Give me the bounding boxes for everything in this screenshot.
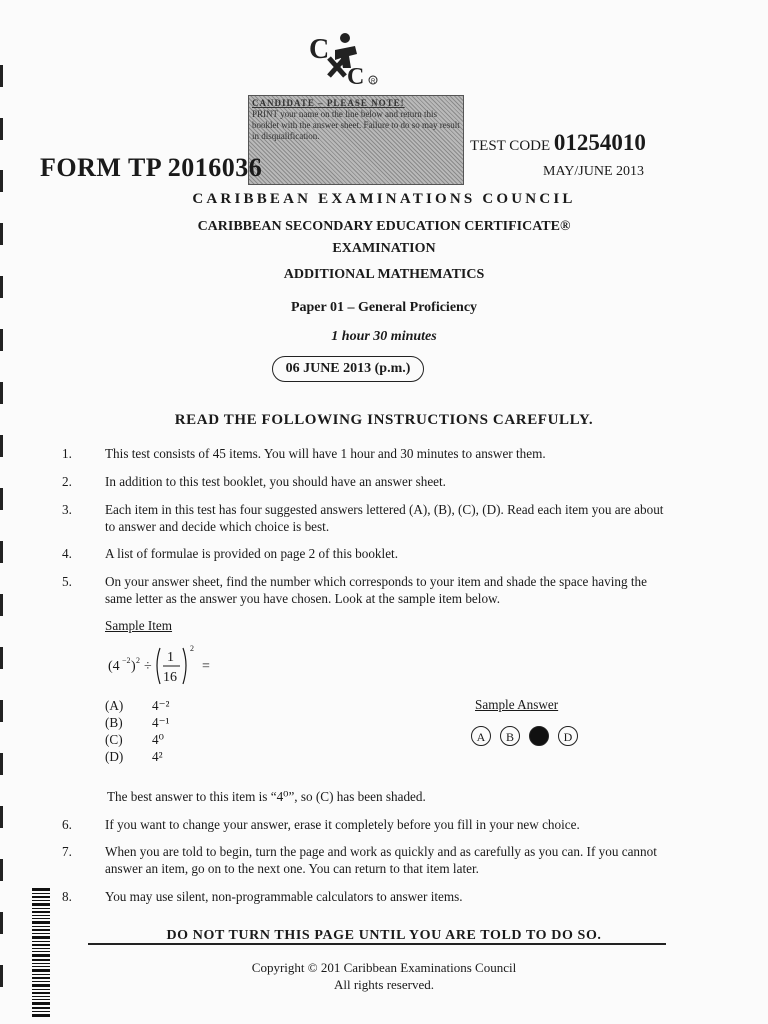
instruction-item: [62, 843, 662, 877]
instruction-text: Each item in this test has four suggested answers lettered (A), (B), (C), (D). Read each item you are about to answer and decide which choice is best.: [105, 502, 664, 534]
instruction-number: 3.: [62, 502, 72, 517]
instruction-number: 5.: [62, 574, 72, 589]
svg-text:2: 2: [190, 644, 194, 653]
instruction-text: A list of formulae is provided on page 2 of this booklet.: [105, 546, 399, 561]
exam-duration: 1 hour 30 minutes: [331, 329, 437, 344]
test-code-label: TEST CODE: [470, 138, 551, 154]
svg-text:(4: (4: [108, 659, 120, 674]
do-not-turn-warning: DO NOT TURN THIS PAGE UNTIL YOU ARE TOLD TO DO SO.: [166, 928, 602, 943]
instruction-number: 8.: [62, 889, 72, 904]
answer-bubble-c-shaded: [529, 726, 549, 746]
examination-title: EXAMINATION: [332, 241, 436, 256]
test-code: [470, 130, 646, 156]
instruction-number: 4.: [62, 546, 72, 561]
candidate-stamp: [248, 95, 464, 185]
instruction-text: This test consists of 45 items. You will have 1 hour and 30 minutes to answer them.: [105, 446, 546, 461]
instruction-text: On your answer sheet, find the number which corresponds to your item and shade the space having the same letter as the answer you have chosen. Look at the sample item below.: [105, 574, 648, 606]
instruction-item: [62, 473, 662, 490]
option-label: (B): [105, 715, 123, 730]
instruction-number: 2.: [62, 474, 72, 489]
sample-answer-label: Sample Answer: [475, 697, 559, 712]
svg-text:−2: −2: [122, 656, 131, 665]
option-value: 4²: [152, 749, 163, 764]
option-label: (C): [105, 732, 123, 747]
instruction-number: 7.: [62, 844, 72, 859]
instruction-text: You may use silent, non-programmable calculators to answer items.: [105, 889, 463, 904]
subject-title: ADDITIONAL MATHEMATICS: [283, 267, 485, 282]
copyright-text: Copyright © 201 Caribbean Examinations Council: [251, 960, 517, 975]
svg-text:R: R: [371, 79, 376, 85]
copyright-block: [0, 959, 768, 993]
instruction-text: In addition to this test booklet, you should have an answer sheet.: [105, 474, 446, 489]
instruction-item: [62, 445, 662, 462]
best-answer-note: The best answer to this item is “4⁰”, so (C) has been shaded.: [107, 789, 426, 804]
answer-bubble-a: A: [471, 726, 491, 746]
instruction-item: [62, 888, 662, 905]
instructions-heading: READ THE FOLLOWING INSTRUCTIONS CAREFULLY.: [174, 412, 594, 428]
option-label: (D): [105, 749, 124, 764]
instruction-text: When you are told to begin, turn the page and work as quickly and as carefully as you can. If you cannot answer an item, go on to the next one. You can return to that item later.: [105, 844, 657, 876]
option-value: 4⁰: [152, 732, 164, 747]
barcode: [32, 888, 50, 1018]
certificate-title: CARIBBEAN SECONDARY EDUCATION CERTIFICATE®: [197, 219, 571, 234]
option-value: 4⁻¹: [152, 715, 170, 730]
instruction-text: If you want to change your answer, erase it completely before you fill in your new choice.: [105, 817, 580, 832]
svg-text:1: 1: [167, 650, 174, 665]
svg-text:÷: ÷: [144, 659, 152, 674]
svg-text:2: 2: [136, 656, 140, 665]
paper-title: Paper 01 – General Proficiency: [290, 300, 478, 315]
form-number: FORM TP 2016036: [40, 153, 263, 182]
sample-item-label: Sample Item: [105, 618, 173, 633]
instruction-item: [62, 573, 662, 607]
instruction-number: 6.: [62, 817, 72, 832]
exam-session: MAY/JUNE 2013: [543, 164, 644, 179]
rights-text: All rights reserved.: [333, 977, 434, 992]
svg-text:C: C: [309, 34, 330, 65]
instruction-item: [62, 501, 662, 535]
test-code-value: 01254010: [553, 130, 646, 155]
council-name: CARIBBEAN EXAMINATIONS COUNCIL: [192, 191, 576, 207]
stamp-text: PRINT your name on the line below and return this booklet with the answer sheet. Failure to do so may result in disqualification.: [252, 109, 460, 141]
instruction-item: [62, 545, 662, 562]
answer-bubble-d: D: [558, 726, 578, 746]
svg-text:=: =: [202, 659, 210, 674]
instruction-number: 1.: [62, 446, 72, 461]
svg-text:): ): [131, 659, 136, 674]
sample-equation: [104, 642, 224, 688]
option-label: (A): [105, 698, 124, 713]
margin-marks: [0, 0, 10, 1024]
svg-text:C: C: [347, 64, 365, 88]
cxc-logo: [305, 28, 385, 88]
answer-bubbles: [471, 726, 581, 750]
svg-text:16: 16: [163, 670, 177, 685]
answer-bubble-b: B: [500, 726, 520, 746]
instruction-item: [62, 816, 662, 833]
option-value: 4⁻²: [152, 698, 170, 713]
exam-date: 06 JUNE 2013 (p.m.): [272, 356, 424, 382]
stamp-heading: CANDIDATE – PLEASE NOTE!: [252, 98, 405, 108]
footer-divider: [88, 943, 666, 945]
